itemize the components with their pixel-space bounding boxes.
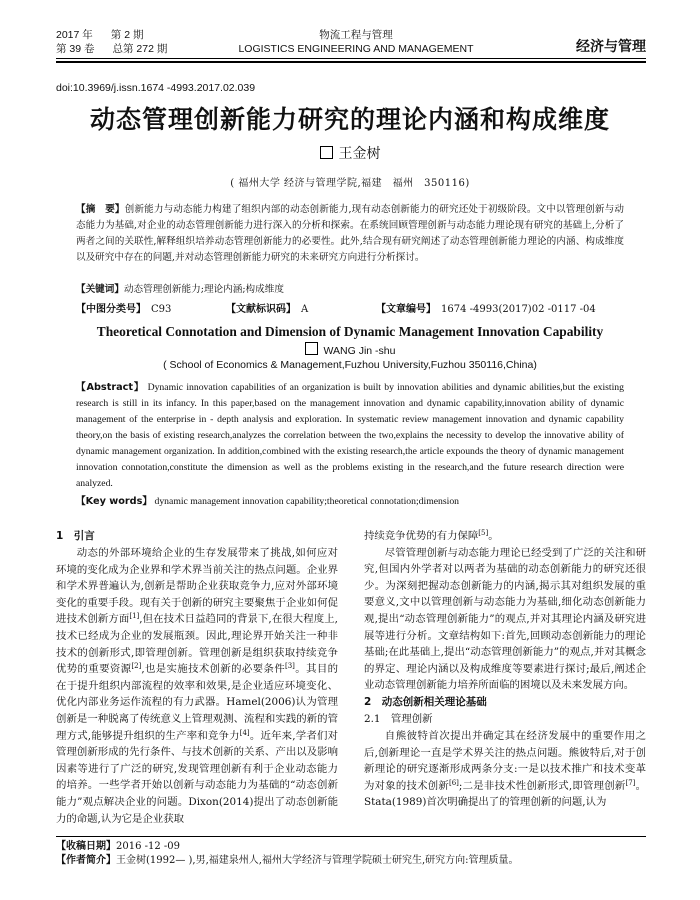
section-2-heading: 2 动态创新相关理论基础 [364, 695, 487, 708]
received-label: 【收稿日期】 [56, 841, 116, 852]
abstract-en-label: 【Abstract】 [76, 382, 145, 393]
citation-4: [4] [239, 728, 250, 737]
section-2-1-heading: 2.1 管理创新 [364, 712, 433, 725]
author-line [0, 143, 700, 163]
abstract-cn-text: 创新能力与动态能力构建了组织内部的动态创新能力,现有动态创新能力的研究还处于初级阶段。文中以管理创新与动态能力为基础,对企业的动态管理创新能力进行深入的分析和探索。在系统回顾管理创新与动态能力理论现有研究的基础上,分析了两者之间的关联性,解释组织培养动态管理创新能力的必要性。此外,结合现有研究阐述了动态管理创新能力理论的内涵、构成维度以及研究中存在的问题,并对动态管理创新能力研究的未来研究方向进行分析探讨。 [76, 204, 624, 263]
citation-6: [6] [448, 778, 459, 787]
abstract-en [76, 380, 624, 492]
keywords-cn-label: 【关键词】 [76, 284, 124, 295]
author-box-icon [320, 146, 333, 159]
paper-title: 动态管理创新能力研究的理论内涵和构成维度 [89, 105, 610, 134]
journal-name-en: LOGISTICS ENGINEERING AND MANAGEMENT [238, 43, 474, 55]
footnote-received [56, 840, 646, 854]
keywords-en [76, 494, 624, 510]
article-no-label: 【文章编号】 [376, 304, 431, 315]
abstract-cn-label: 【摘 要】 [76, 204, 125, 215]
footnote-author [56, 854, 646, 868]
citation-1: [1] [129, 612, 140, 621]
body-column-left [56, 528, 338, 827]
citation-7: [7] [625, 778, 636, 787]
section-1-heading: 1 引言 [56, 530, 95, 542]
header-total: 总第 272 期 [112, 43, 168, 55]
citation-3: [3] [285, 662, 295, 671]
intro-paragraph-2: 尽管管理创新与动态能力理论已经受到了广泛的关注和研究,但国内外学者对以两者为基础的动态创新能力的研究还很少。为深刻把握动态创新能力的内涵,揭示其对组织发展的重要意义,文中以管理创新与动态能力为基础,细化动态创新能力观,提出“动态管理创新能力”的观点,并对其理论内涵及研究进展等进行分析。文章结构如下:首先,回顾动态创新能力的理论基础;在此基础上,提出“动态管理创新能力”的观点,并对其概念的界定、理论内涵以及构成维度等要素进行探讨;最后,阐述企业动态管理创新能力培养所面临的困境以及未来发展方向。 [364, 546, 646, 692]
clc-value: C93 [151, 304, 172, 315]
citation-2: [2] [131, 662, 142, 671]
author-bio: 王金树(1992— ),男,福建泉州人,福州大学经济与管理学院硕士研究生,研究方向:管理质量。 [116, 855, 519, 866]
header-issue-info [56, 28, 185, 56]
keywords-en-label: 【Key words】 [76, 496, 153, 507]
header-rule-thick [56, 61, 646, 63]
author-bio-label: 【作者简介】 [56, 855, 116, 866]
author-name-en: WANG Jin -shu [323, 345, 396, 357]
affiliation-en: ( School of Economics & Management,Fuzhou University,Fuzhou 350116,China) [163, 359, 537, 371]
section-2-1-paragraph: 自熊彼特首次提出并确定其在经济发展中的重要作用之后,创新理论一直是学术界关注的热点问题。熊彼特后,对于创新理论的研究逐渐形成两条分支:一是以技术推广和技术变革为对象的技术创新[6];二是非技术性创新形式,即管理创新[7]。Stata(1989)首次明确提出了的管理创新的问题,认为 [364, 729, 647, 809]
keywords-cn-text: 动态管理创新能力;理论内涵;构成维度 [123, 284, 284, 295]
header-issue: 第 2 期 [110, 29, 144, 41]
keywords-cn [76, 282, 624, 298]
continued-paragraph: 持续竞争优势的有力保障[5]。 [364, 529, 499, 542]
author-en-box-icon [305, 342, 318, 355]
article-no-value: 1674 -4993(2017)02 -0117 -04 [441, 304, 596, 315]
abstract-en-text: Dynamic innovation capabilities of an organization is built by innovation abilities and dynamic abilities,but the existing research is still in its infancy. In this paper,based on the management innovation and dynamic capability,innovation ability of dynamic management of the enterprise in - depth analysis and exploration. In systematic review management innovation and dynamic capability theory,on the basis of existing research,analyzes the correlation between the two,explains the necessity to develop the innovative ability of dynamic management organization. In addition,combined with the existing research,the article expounds the theory of dynamic management innovation connotation,constitute the dimension as well as the problems existing in the research,and the future research direction were analyzed. [76, 382, 624, 489]
doc-code-label: 【文献标识码】 [226, 304, 291, 315]
header-year: 2017 年 [56, 29, 93, 41]
body-column-right [364, 528, 646, 811]
affiliation: ( 福州大学 经济与管理学院,福建 福州 350116) [230, 178, 470, 189]
doi: doi:10.3969/j.issn.1674 -4993.2017.02.039 [56, 82, 256, 94]
header-rule-thin [56, 58, 646, 59]
paper-title-en: Theoretical Connotation and Dimension of Dynamic Management Innovation Capability [96, 324, 604, 339]
header-section: 经济与管理 [576, 38, 646, 54]
section-1-paragraph: 动态的外部环境给企业的生存发展带来了挑战,如何应对环境的变化成为企业界和学术界当前关注的热点问题。企业界和学术界普遍认为,创新是帮助企业获取竞争力,应对外部环境变化的重要手段。现有关于创新的研究主要聚焦于企业如何促进技术创新方面[1],但在技术日益趋同的背景下,在很大程度上,技术已经成为企业的发展瓶颈。因此,理论界开始关注一种非技术的创新形式,即管理创新。管理创新是组织获取持续竞争优势的重要资源[2],也是实施技术创新的必要条件[3]。其目的在于提升组织内部流程的效率和效果,是企业适应环境变化、优化内部业务运作流程的有力武器。Hamel(2006)认为管理创新是一种脱离了传统意义上管理观测、流程和实践的新的管理方式,能够提升组织的生产率和竞争力[4]。近年来,学者们对管理创新形成的先行条件、与技术创新的关系、产出以及影响因素等进行了广泛的研究,发现管理创新有利于企业动态能力的培养。一些学者开始以创新与动态能力为基础的“动态创新能力”观点解决企业的问题。Dixon(2014)提出了动态创新能力的命题,认为它是企业获取 [56, 547, 338, 825]
journal-name-cn: 物流工程与管理 [319, 29, 393, 41]
citation-5: [5] [478, 529, 489, 537]
author-line-en [0, 342, 700, 357]
header-journal [206, 28, 506, 56]
clc-label: 【中图分类号】 [76, 304, 141, 315]
keywords-en-text: dynamic management innovation capability;theoretical connotation;dimension [154, 496, 460, 507]
footnote-rule [56, 836, 646, 837]
doc-code-value: A [301, 304, 309, 315]
author-name: 王金树 [338, 146, 381, 162]
header-volume: 第 39 卷 [56, 43, 95, 55]
received-date: 2016 -12 -09 [116, 841, 181, 852]
abstract-cn [76, 202, 624, 266]
